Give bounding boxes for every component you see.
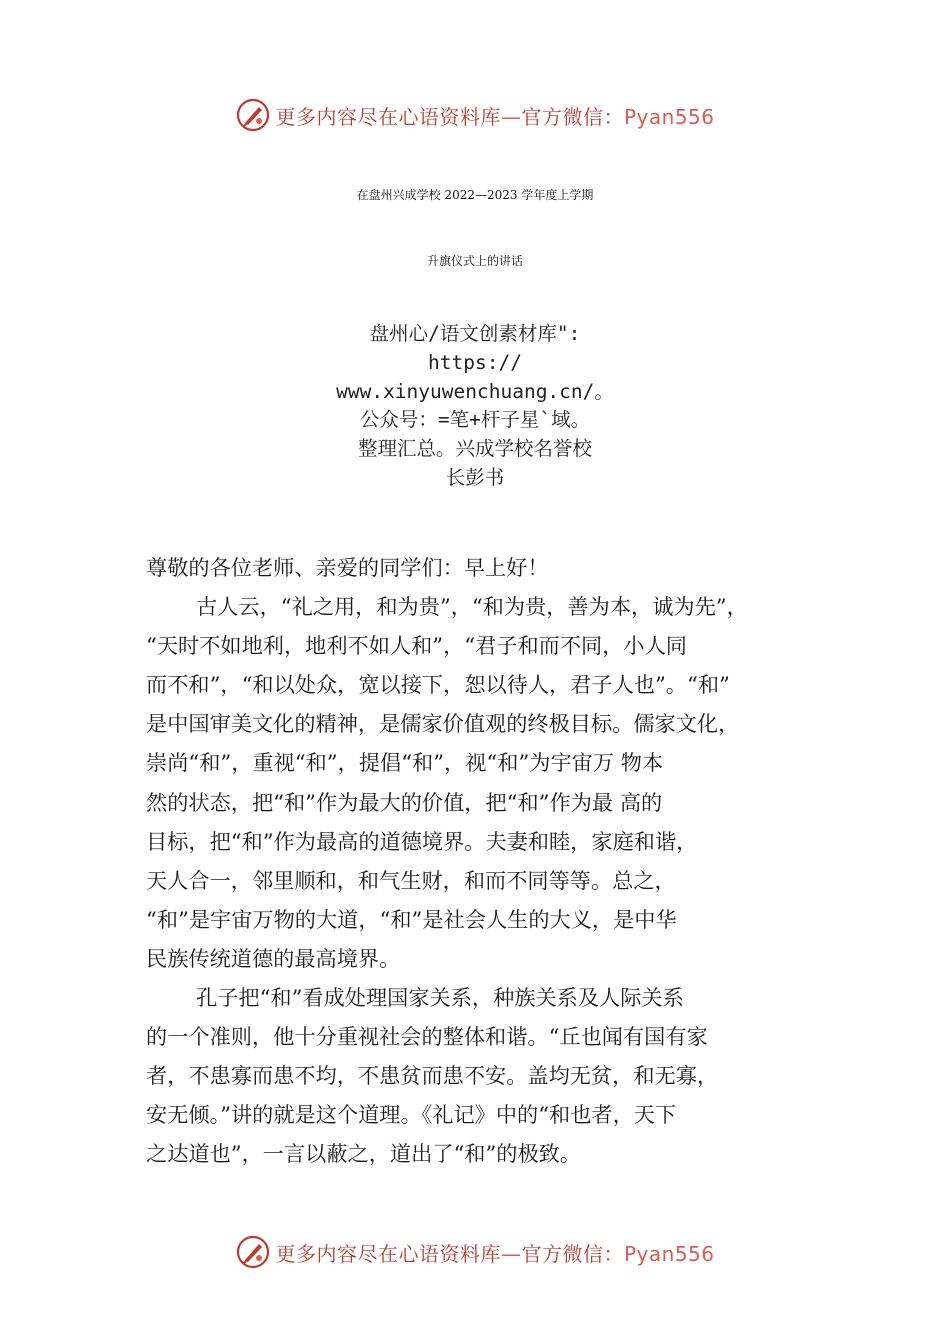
source-line: 公众号：=笔+杆子星`域。 xyxy=(359,408,591,432)
document-title-line-2: 升旗仪式上的讲话 xyxy=(426,254,523,268)
source-line: https:// xyxy=(428,350,522,374)
body-line: “和”是宇宙万物的大道，“和”是社会人生的大义，是中华 xyxy=(146,906,677,932)
body-line: 而不和”，“和以处众，宽以接下，恕以待人，君子人也”。“和” xyxy=(146,672,730,698)
body-line: 然的状态，把“和”作为最大的价值，把“和”作为最 高的 xyxy=(146,789,663,815)
body-line: 崇尚“和”，重视“和”，提倡“和”，视“和”为宇宙万 物本 xyxy=(146,750,664,776)
body-line: 安无倾。”讲的就是这个道理。《礼记》中的“和也者，天下 xyxy=(146,1102,677,1128)
body-line: 天人合一，邻里顺和，和气生财，和而不同等等。总之， xyxy=(146,867,676,893)
speech-body xyxy=(146,548,806,1174)
source-line: 整理汇总。兴成学校名誉校 xyxy=(357,437,592,461)
banner-wechat-label: 官方微信： xyxy=(521,1241,624,1266)
banner-slogan: 更多内容尽在心语资料库 xyxy=(275,104,501,129)
body-line: 孔子把“和”看成处理国家关系，种族关系及人际关系 xyxy=(196,985,684,1011)
body-line: 古人云，“礼之用，和为贵”，“和为贵，善为本，诚为先”， xyxy=(196,594,748,620)
banner-wechat-id: Pyan556 xyxy=(623,104,715,129)
greeting-line: 尊敬的各位老师、亲爱的同学们：早上好！ xyxy=(146,555,549,580)
body-line: 目标，把“和”作为最高的道德境界。夫妻和睦，家庭和谐， xyxy=(146,828,698,854)
source-line: www.xinyuwenchuang.cn/。 xyxy=(336,379,614,403)
banner-slogan: 更多内容尽在心语资料库 xyxy=(275,1241,501,1266)
banner-wechat-label: 官方微信： xyxy=(521,104,624,129)
body-line: 民族传统道德的最高境界。 xyxy=(146,945,401,971)
footer-banner-text xyxy=(275,1238,714,1267)
source-info-block xyxy=(0,320,950,493)
quill-logo-icon xyxy=(235,1234,271,1270)
body-line: 的一个准则，他十分重视社会的整体和谐。“丘也闻有国有家 xyxy=(146,1024,708,1050)
document-title-line-1: 在盘州兴成学校 2022—2023 学年度上学期 xyxy=(356,188,594,202)
body-line: 是中国审美文化的精神，是儒家价值观的终极目标。儒家文化， xyxy=(146,711,740,737)
header-banner xyxy=(0,95,950,135)
footer-banner xyxy=(0,1232,950,1272)
body-line: 之达道也”，一言以蔽之，道出了“和”的极致。 xyxy=(146,1141,582,1167)
source-line: 盘州心/语文创素材库": xyxy=(369,322,581,345)
banner-separator: — xyxy=(500,104,522,129)
banner-separator: — xyxy=(500,1241,522,1266)
body-line: 者，不患寡而患不均，不患贫而患不安。盖均无贫，和无寡， xyxy=(146,1063,719,1089)
source-line: 长彭书 xyxy=(445,465,505,489)
body-line: “天时不如地利，地利不如人和”，“君子和而不同，小人同 xyxy=(146,633,687,659)
quill-logo-icon xyxy=(235,97,271,133)
header-banner-text xyxy=(275,101,714,130)
banner-wechat-id: Pyan556 xyxy=(623,1241,715,1266)
